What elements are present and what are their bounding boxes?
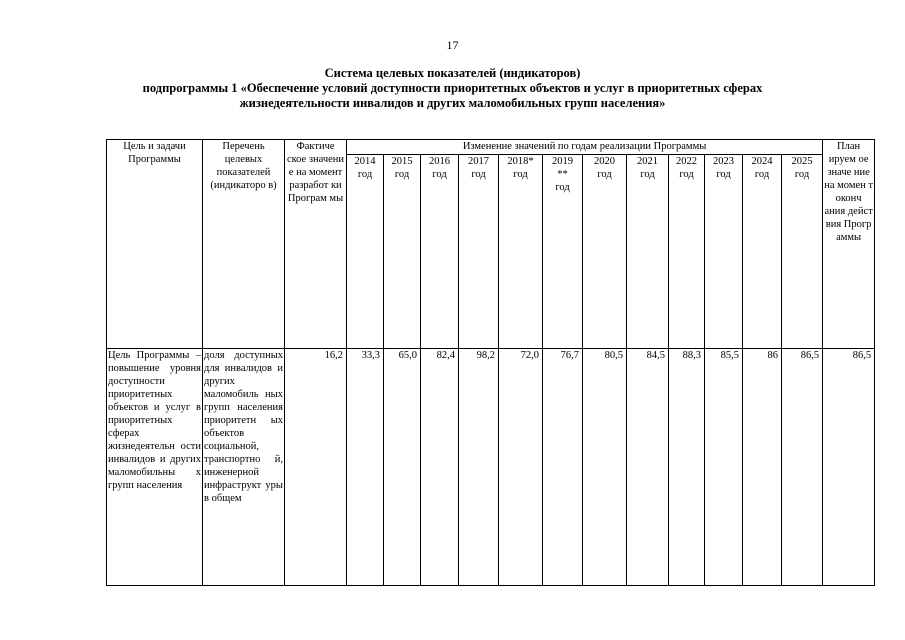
year-header-2022 (669, 155, 705, 349)
year-unit: год (471, 169, 486, 180)
year-label: 2025 (791, 156, 813, 167)
year-unit: год (716, 169, 731, 180)
year-label: 2022 (676, 156, 697, 167)
year-label: 2016 (429, 156, 450, 167)
year-unit: год (432, 169, 447, 180)
value-2016: 82,4 (421, 349, 459, 586)
year-footnote-mark: ** (557, 169, 568, 180)
year-unit: год (679, 169, 694, 180)
year-label: 2023 (713, 156, 734, 167)
year-label: 2018* (507, 156, 534, 167)
header-planned-value: План ируем ое значе ние на момен т оконч ания дейст вия Прогр аммы (823, 140, 875, 349)
year-header-2016 (421, 155, 459, 349)
value-2014: 33,3 (347, 349, 384, 586)
value-2024: 86 (743, 349, 782, 586)
title-line-1: Система целевых показателей (индикаторов) (324, 66, 581, 80)
value-2021: 84,5 (627, 349, 669, 586)
header-indicators: Перечень целевых показателей (индикаторо в) (203, 140, 285, 349)
year-unit: год (597, 169, 612, 180)
year-unit: год (640, 169, 655, 180)
year-unit: год (794, 169, 810, 180)
document-title (60, 66, 845, 111)
year-label: 2014 (354, 156, 376, 167)
planned-value-cell: 86,5 (823, 349, 875, 586)
value-2022: 88,3 (669, 349, 705, 586)
year-header-2020 (583, 155, 627, 349)
value-2020: 80,5 (583, 349, 627, 586)
year-header-2019 (543, 155, 583, 349)
header-row (107, 140, 875, 155)
header-goal: Цель и задачи Программы (107, 140, 203, 349)
value-2023: 85,5 (705, 349, 743, 586)
year-unit: год (754, 169, 770, 180)
year-label: 2024 (751, 156, 773, 167)
year-header-2025 (782, 155, 823, 349)
goal-cell: Цель Программы – повышение уровня доступности приоритетных объектов и услуг в приоритетных сферах жизнедеятельн ости инвалидов и других маломобильны х групп населения (107, 349, 203, 586)
indicators-table (106, 139, 875, 586)
year-unit: год (555, 182, 570, 193)
year-header-2018 (499, 155, 543, 349)
indicator-cell: доля доступных для инвалидов и других маломобиль ных групп населения приоритетн ых объектов социальной, транспортно й, инженерной инфраструкт уры в общем (203, 349, 285, 586)
year-unit: год (357, 169, 373, 180)
year-label: 2020 (594, 156, 615, 167)
value-2017: 98,2 (459, 349, 499, 586)
year-unit: год (394, 169, 410, 180)
value-2015: 65,0 (384, 349, 421, 586)
year-header-2023 (705, 155, 743, 349)
year-label: 2015 (391, 156, 413, 167)
title-line-3: жизнедеятельности инвалидов и других маломобильных групп населения» (239, 96, 666, 110)
year-header-2021 (627, 155, 669, 349)
year-header-2017 (459, 155, 499, 349)
year-header-2015 (384, 155, 421, 349)
year-label: 2021 (637, 156, 658, 167)
value-2018: 72,0 (499, 349, 543, 586)
header-actual-value: Фактиче ское значени е на момент разработ ки Програм мы (285, 140, 347, 349)
year-header-2024 (743, 155, 782, 349)
title-line-2: подпрограммы 1 «Обеспечение условий доступности приоритетных объектов и услуг в приоритетных сферах (142, 81, 763, 95)
actual-value-cell: 16,2 (285, 349, 347, 586)
value-2025: 86,5 (782, 349, 823, 586)
page-number: 17 (446, 38, 459, 52)
year-label: 2017 (468, 156, 489, 167)
table-row (107, 349, 875, 586)
year-label: 2019 (552, 156, 573, 167)
year-unit: год (513, 169, 528, 180)
value-2019: 76,7 (543, 349, 583, 586)
header-yearly-changes: Изменение значений по годам реализации Программы (347, 140, 823, 155)
year-header-2014 (347, 155, 384, 349)
